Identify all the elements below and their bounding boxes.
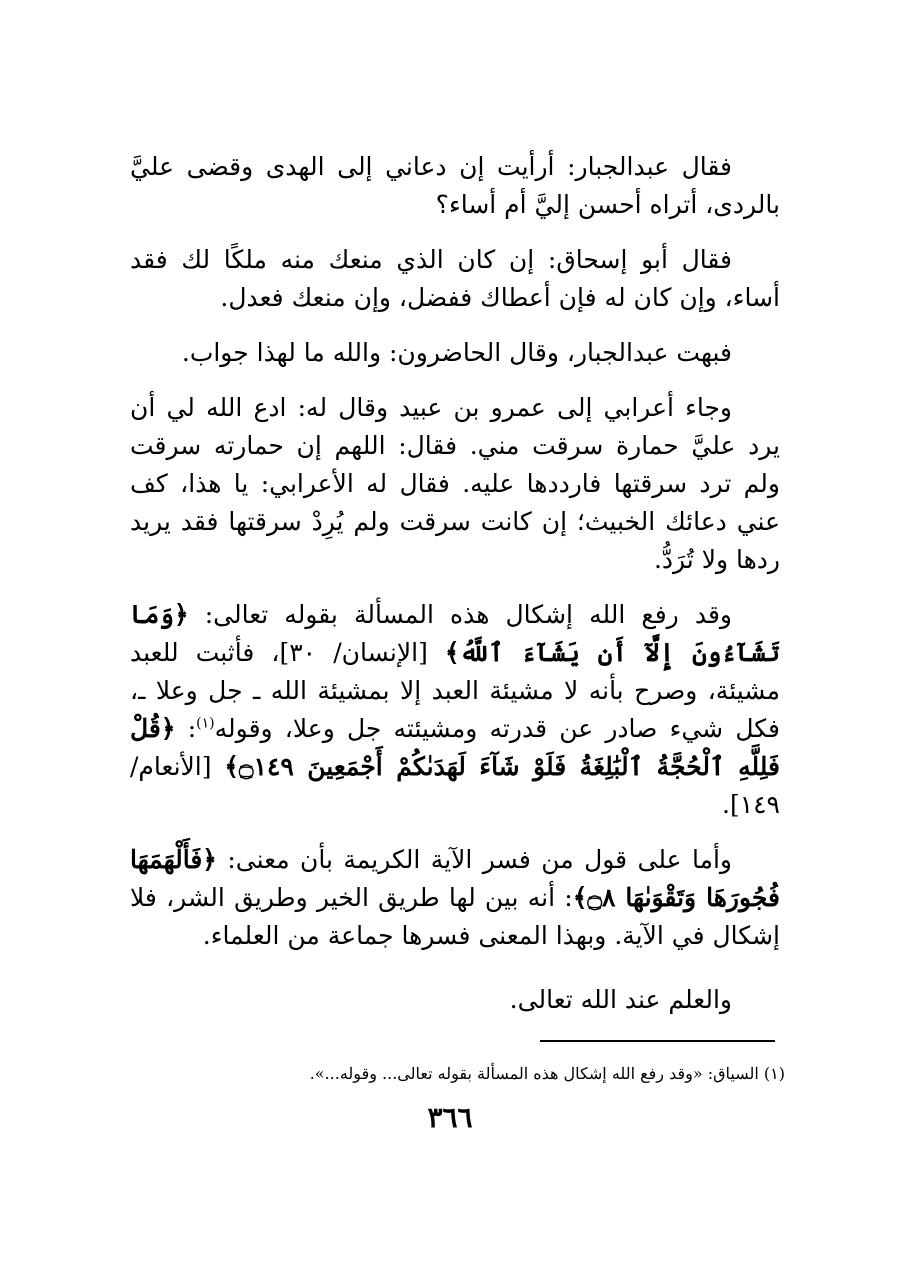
quran-verse-anam: ﴿قُلْ فَلِلَّهِ ٱلْحُجَّةُ ٱلْبَٰلِغَةُ فَلَوْ شَآءَ لَهَدَىٰكُمْ أَجْمَعِينَ ۝١٤٩﴾ <box>130 714 780 781</box>
paragraph-1: فقال عبدالجبار: أرأيت إن دعاني إلى الهدى وقضى عليَّ بالردى، أتراه أحسن إليَّ أم أساء؟ <box>130 152 780 219</box>
quran-verse-insan: ﴿وَمَا تَشَآءُونَ إِلَّآ أَن يَشَآءَ ٱللَّهُ﴾ <box>130 600 780 667</box>
paragraph-3: فبهت عبدالجبار، وقال الحاضرون: والله ما لهذا جواب. <box>181 338 732 367</box>
page-number: ٣٦٦ <box>427 1101 473 1134</box>
main-text <box>130 148 780 1019</box>
quran-verse-shams: ﴿فَأَلْهَمَهَا فُجُورَهَا وَتَقْوَىٰهَا ۝٨﴾ <box>130 845 780 912</box>
paragraph-6-lead: وأما على قول من فسر الآية الكريمة بأن معنى: <box>216 845 732 874</box>
closing-line: والعلم عند الله تعالى. <box>509 985 732 1014</box>
paragraph-4: وجاء أعرابي إلى عمرو بن عبيد وقال له: ادع الله لي أن يرد عليَّ حمارة سرقت مني. فقال: اللهم إن حمارته سرقت ولم ترد سرقتها فارددها عليه. فقال له الأعرابي: يا هذا، كف عني دعائك الخبيث؛ إن كانت سرقت ولم يُرِدْ سرقتها فقد يريد ردها ولا تُرَدُّ. <box>130 393 780 574</box>
paragraph-5-reference: [الإنسان/ ٣٠]، فأثبت للعبد مشيئة، وصرح بأنه لا مشيئة العبد إلا بمشيئة الله ـ جل وعلا ـ، فكل شيء صادر عن قدرته ومشيئته جل وعلا، وقوله <box>130 638 781 743</box>
paragraph-2: فقال أبو إسحاق: إن كان الذي منعك منه ملكًا لك فقد أساء، وإن كان له فإن أعطاك ففضل، وإن منعك فعدل. <box>130 245 780 312</box>
paragraph-6-rest: : أنه بين لها طريق الخير وطريق الشر، فلا إشكال في الآية. وبهذا المعنى فسرها جماعة من العلماء. <box>130 883 780 950</box>
footnote-marker[interactable]: (١) <box>196 715 215 732</box>
paragraph-5-lead: وقد رفع الله إشكال هذه المسألة بقوله تعالى: <box>188 600 732 629</box>
paragraph-6 <box>130 841 780 955</box>
footnote: (١) السياق: «وقد رفع الله إشكال هذه المسألة بقوله تعالى... وقوله...». <box>309 1064 785 1083</box>
paragraph-5 <box>130 596 780 824</box>
paragraph-5-reference-2: [الأنعام/ ١٤٩]. <box>130 752 780 819</box>
footnote-divider <box>540 1040 775 1042</box>
paragraph-5-colon: : <box>175 714 197 743</box>
